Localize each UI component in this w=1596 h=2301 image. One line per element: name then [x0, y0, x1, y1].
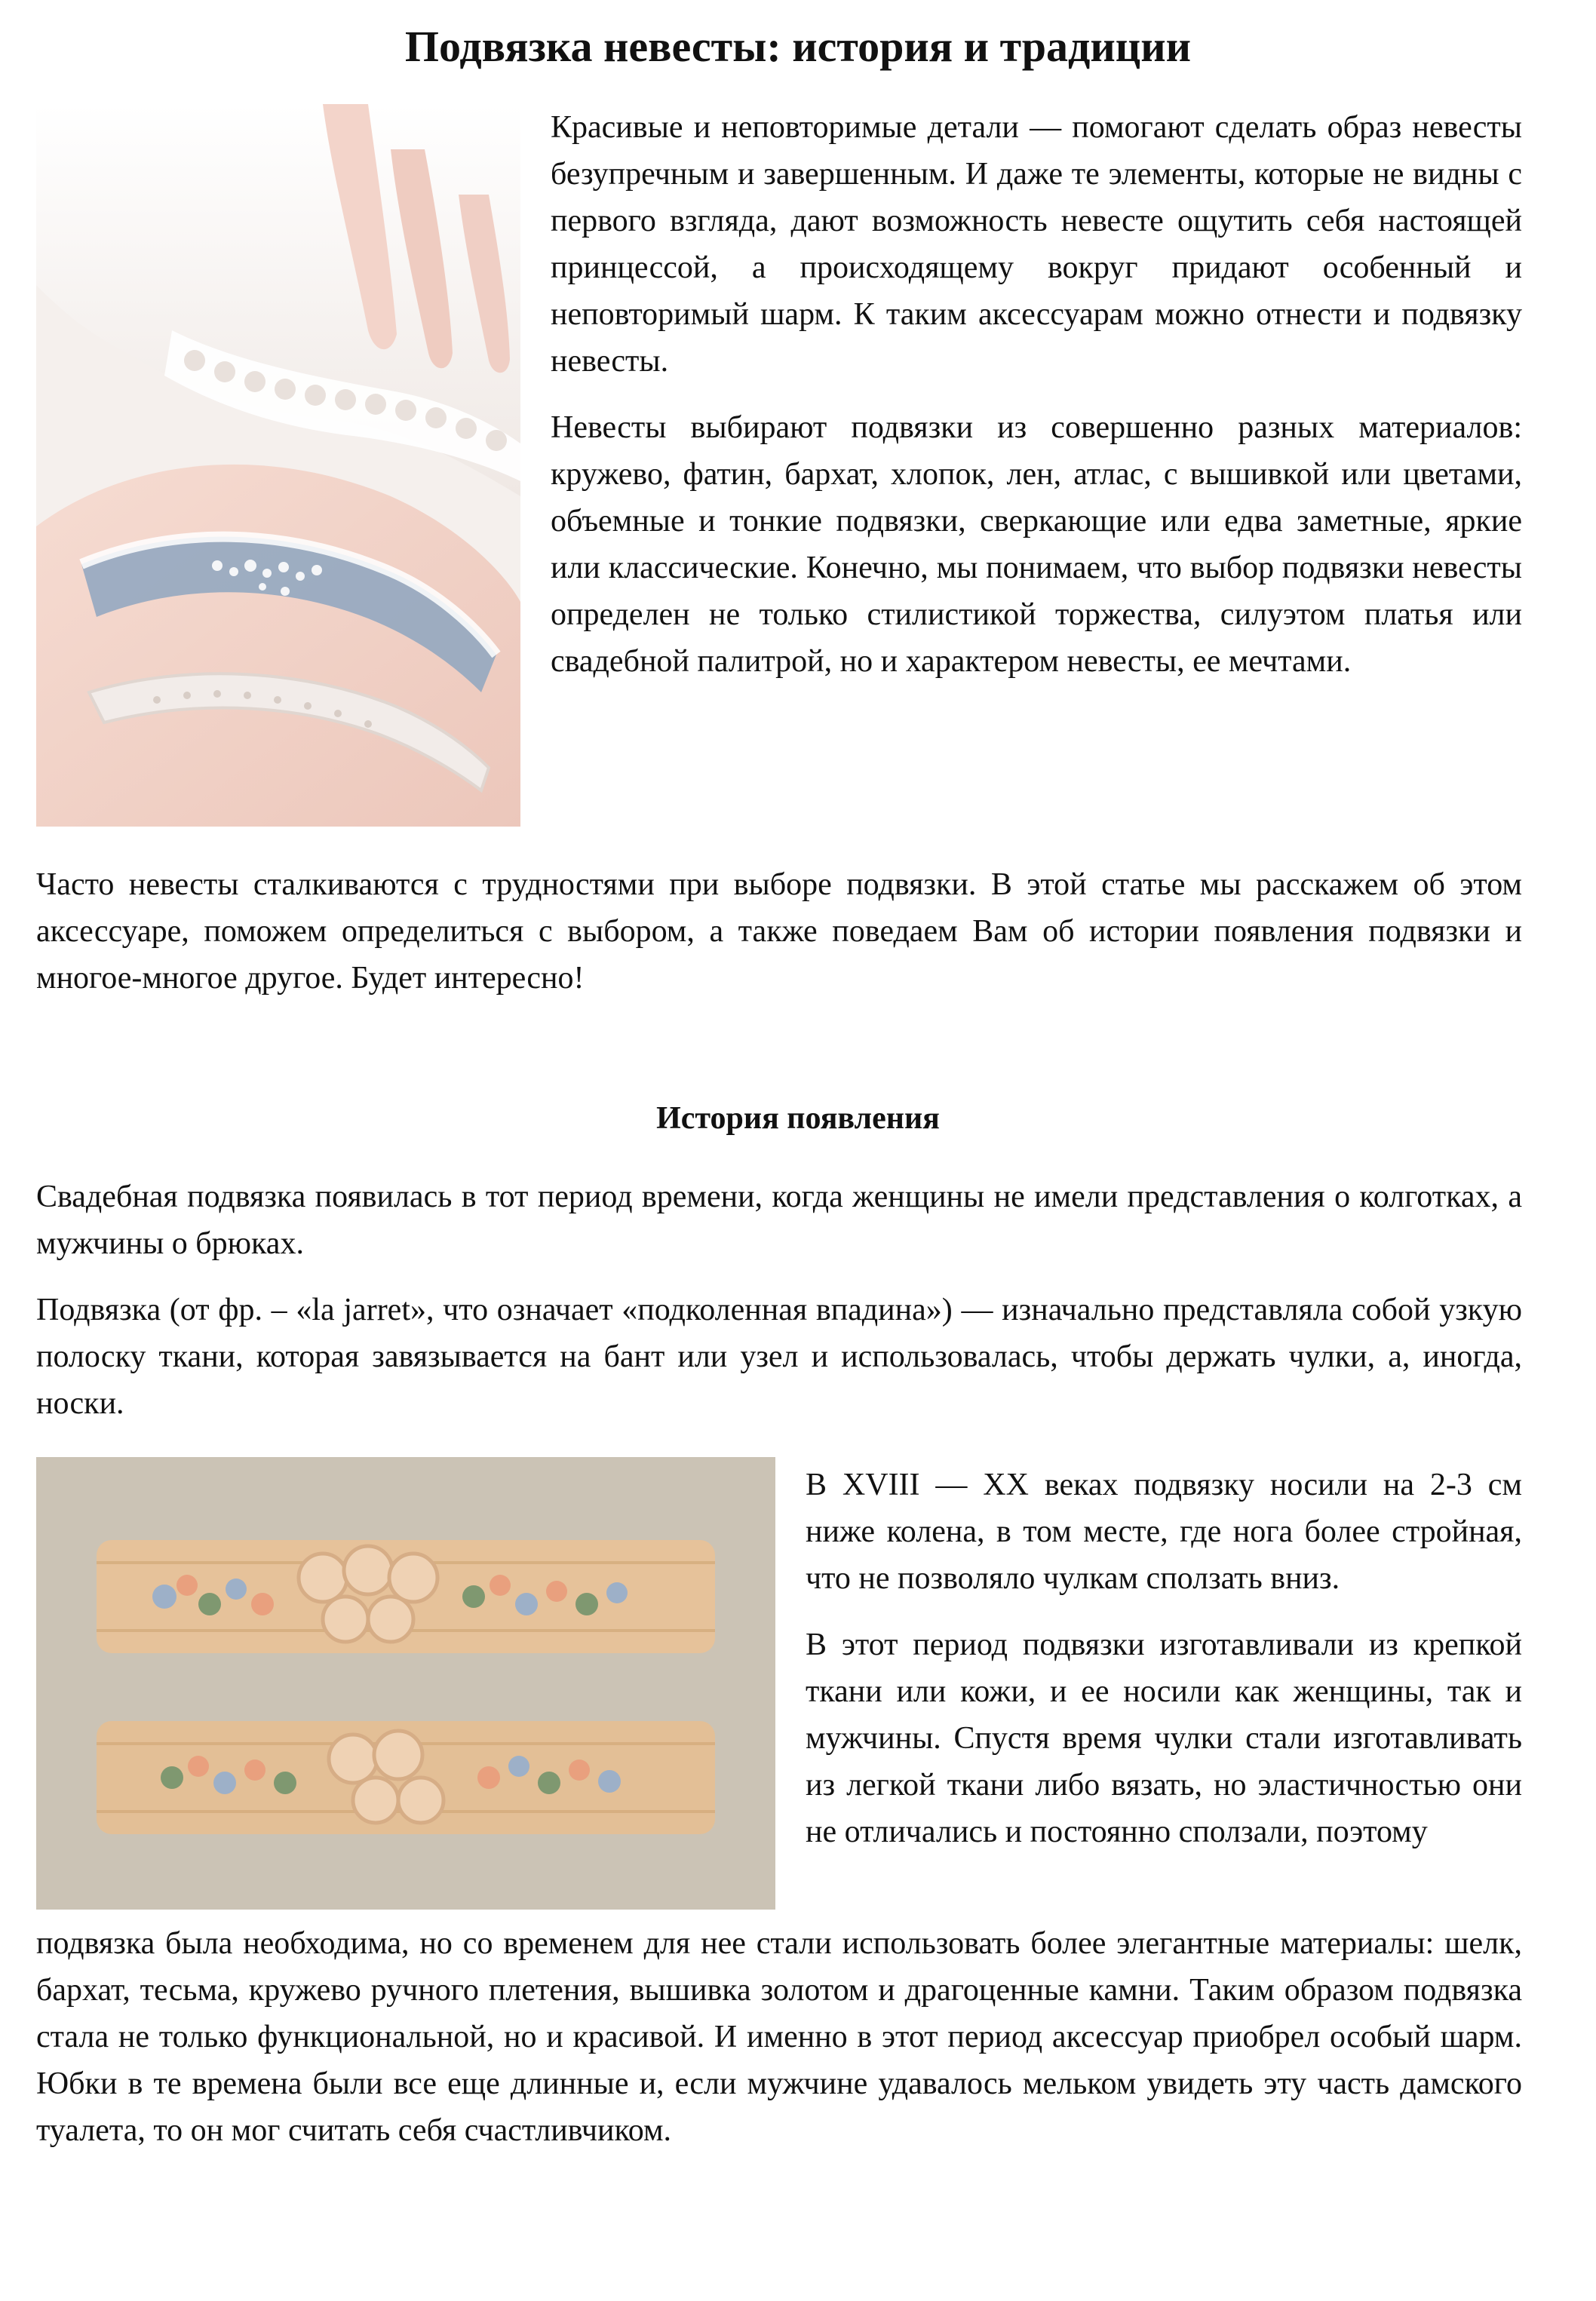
history-paragraph-2: Подвязка (от фр. – «la jarret», что означает «подколенная впадина») — изначально представляла собой узкую полоску ткани, которая завязывается на бант или узел и использовалась, чтобы держать чулки, а, иногда, носки.: [36, 1293, 1522, 1421]
lace-garter-illustration: [36, 104, 520, 827]
intro-column: [551, 104, 1522, 685]
vintage-garters-illustration: [36, 1457, 775, 1910]
history-tail-block: [36, 1920, 1522, 2154]
bride-garter-photo: [36, 104, 520, 827]
vintage-garters-photo: [36, 1457, 775, 1910]
intro-wide-block: [36, 861, 1522, 1002]
section-heading-history: История появления: [656, 1101, 940, 1136]
intro-paragraph-3: Часто невесты сталкиваются с трудностями при выборе подвязки. В этой статье мы расскажем об этом аксессуаре, поможем определиться с выбором, а также поведаем Вам об истории появления подвязки и многое-многое другое. Будет интересно!: [36, 867, 1522, 996]
history-side-column: [806, 1462, 1522, 1855]
history-paragraph-5: подвязка была необходима, но со временем для нее стали использовать более элегантные материалы: шелк, бархат, тесьма, кружево ручного плетения, вышивка золотом и драгоценные камни. Таким образом подвязка стала не только функциональной, но и красивой. И именно в этот период аксессуар приобрел особый шарм. Юбки в те времена были все еще длинные и, если мужчине удавалось мельком увидеть эту часть дамского туалета, то он мог считать себя счастливчиком.: [36, 1926, 1522, 2148]
history-paragraph-1: Свадебная подвязка появилась в тот период времени, когда женщины не имели представления о колготках, а мужчины о брюках.: [36, 1180, 1522, 1261]
history-paragraph-4: В этот период подвязки изготавливали из крепкой ткани или кожи, и ее носили как женщины, так и мужчины. Спустя время чулки стали изготавливать из легкой ткани либо вязать, но эластичностью они не отличались и постоянно сползали, поэтому: [806, 1628, 1522, 1849]
history-paragraph-3: В XVIII — XX веках подвязку носили на 2-3 см ниже колена, в том месте, где нога более стройная, что не позволяло чулкам сползать вниз.: [806, 1468, 1522, 1596]
intro-paragraph-2: Невесты выбирают подвязки из совершенно разных материалов: кружево, фатин, бархат, хлопок, лен, атлас, с вышивкой или цветами, объемные и тонкие подвязки, сверкающие или едва заметные, яркие или классические. Конечно, мы понимаем, что выбор подвязки невесты определен не только стилистикой торжества, силуэтом платья или свадебной палитрой, но и характером невесты, ее мечтами.: [551, 410, 1522, 679]
history-top-block: [36, 1174, 1522, 1427]
intro-paragraph-1: Красивые и неповторимые детали — помогают сделать образ невесты безупречным и завершенным. И даже те элементы, которые не видны с первого взгляда, дают возможность невесте ощутить себя настоящей принцессой, а происходящему вокруг придают особенный и неповторимый шарм. К таким аксессуарам можно отнести и подвязку невесты.: [551, 110, 1522, 379]
page-title: Подвязка невесты: история и традиции: [404, 22, 1192, 71]
